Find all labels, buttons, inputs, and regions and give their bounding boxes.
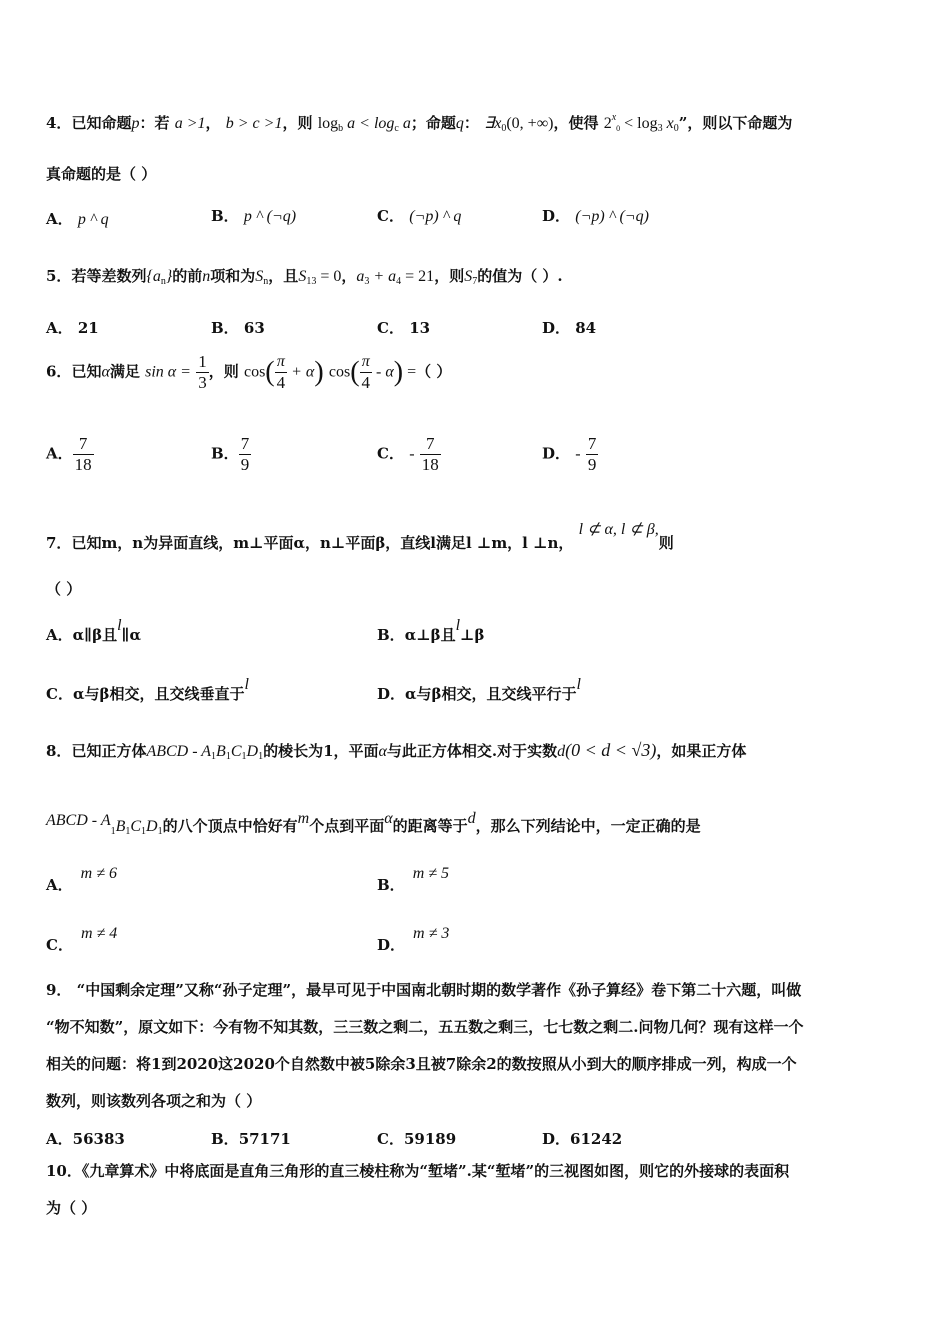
q6-option-d: D． - $\frac{7}{9}$ [542,434,597,474]
q7-option-b: B．α⊥β且l⊥β [377,617,485,644]
q6-option-b: B． $\frac{7}{9}$ [211,434,250,474]
q6-option-a: A． $\frac{7}{18}$ [46,434,92,474]
q9-option-b: B．57171 [211,1130,291,1148]
q8-stem-line1: 8．已知正方体ABCD - $A_1B_1C_1D_1$的棱长为1，平面α与此正方体相交.对于实数d(0 < d < √3)，如果正方体 [46,740,747,762]
q7-option-a: A．α∥β且l∥α [46,617,142,644]
q4-stem-line2: 真命题的是（ ） [46,165,157,183]
q5-stem: 5．若等差数列$\{a_n\}$的前n项和为$S_n$，且$S_{13} = 0$，$a_3 + a_4 = 21$，则$S_7$的值为（ ）. [46,267,563,287]
q9-option-c: C．59189 [377,1130,457,1148]
q8-option-a: A．m ≠ 6 [46,865,117,894]
q6-stem: 6．已知α满足 sin α = $\frac{1}{3}$ ，则 cos( $\frac{\pi}{4}$ + α) cos( $\frac{\pi}{4}$ - α) =（ ） [46,352,452,392]
q5-option-a: A． 21 [46,319,99,337]
q6-option-c: C． - $\frac{7}{18}$ [377,434,439,474]
q4-option-d: D． (¬p) ^ (¬q) [542,207,649,225]
q5-option-d: D． 84 [542,319,597,337]
q7-option-c: C．α与β相交，且交线垂直于l [46,676,249,703]
q4-option-a: A． p ^ q [46,210,109,228]
q8-option-b: B．m ≠ 5 [377,865,450,894]
q7-paren: （ ） [46,580,82,598]
q4-stem-line1: 4．已知命题p：若 a >1， b > c >1，则 $\log_b a < \log_c a$；命题q： $\exists x_0(0$, +∞)，使得 $2^x_0 < \log_3 x_0$”，则以下命题为 [46,112,793,134]
q9-option-a: A．56383 [46,1130,125,1148]
q10-stem: 10．《九章算术》中将底面是直角三角形的直三棱柱称为“堑堵”.某“堑堵”的三视图如图，则它的外接球的表面积 为（ ） [46,1162,790,1217]
q9-stem: 9． “中国剩余定理”又称“孙子定理”，最早可见于中国南北朝时期的数学著作《孙子算经》卷下第二十六题，叫做 “物不知数”，原文如下：今有物不知其数，三三数之剩二，五五数之剩三，七七数之剩二.问物几何？现有这样一个 相关的问题：将1到2020这2020个自然数中被5除余3且被7除余2的数按照从小到大的顺序排成一列，构成一个 数列，则该数列各项之和为（ ） [46,981,804,1110]
q8-stem-line2: ABCD - $A_1B_1C_1D_1$的八个顶点中恰好有m个点到平面α的距离等于d，那么下列结论中，一定正确的是 [46,810,701,837]
q5-option-b: B． 63 [211,319,265,337]
q7-option-d: D．α与β相交，且交线平行于l [377,676,581,703]
q4-option-c: C． (¬p) ^ q [377,207,462,225]
q8-option-d: D．m ≠ 3 [377,925,450,954]
q8-option-c: C．m ≠ 4 [46,925,118,954]
q9-option-d: D．61242 [542,1130,623,1148]
q7-stem: 7．已知m，n为异面直线，m⊥平面α，n⊥平面β，直线l满足l ⊥m，l ⊥n， l ⊄ α, l ⊄ β,则 [46,521,674,552]
q4-option-b: B． p ^ (¬q) [211,207,297,225]
q5-option-c: C． 13 [377,319,431,337]
